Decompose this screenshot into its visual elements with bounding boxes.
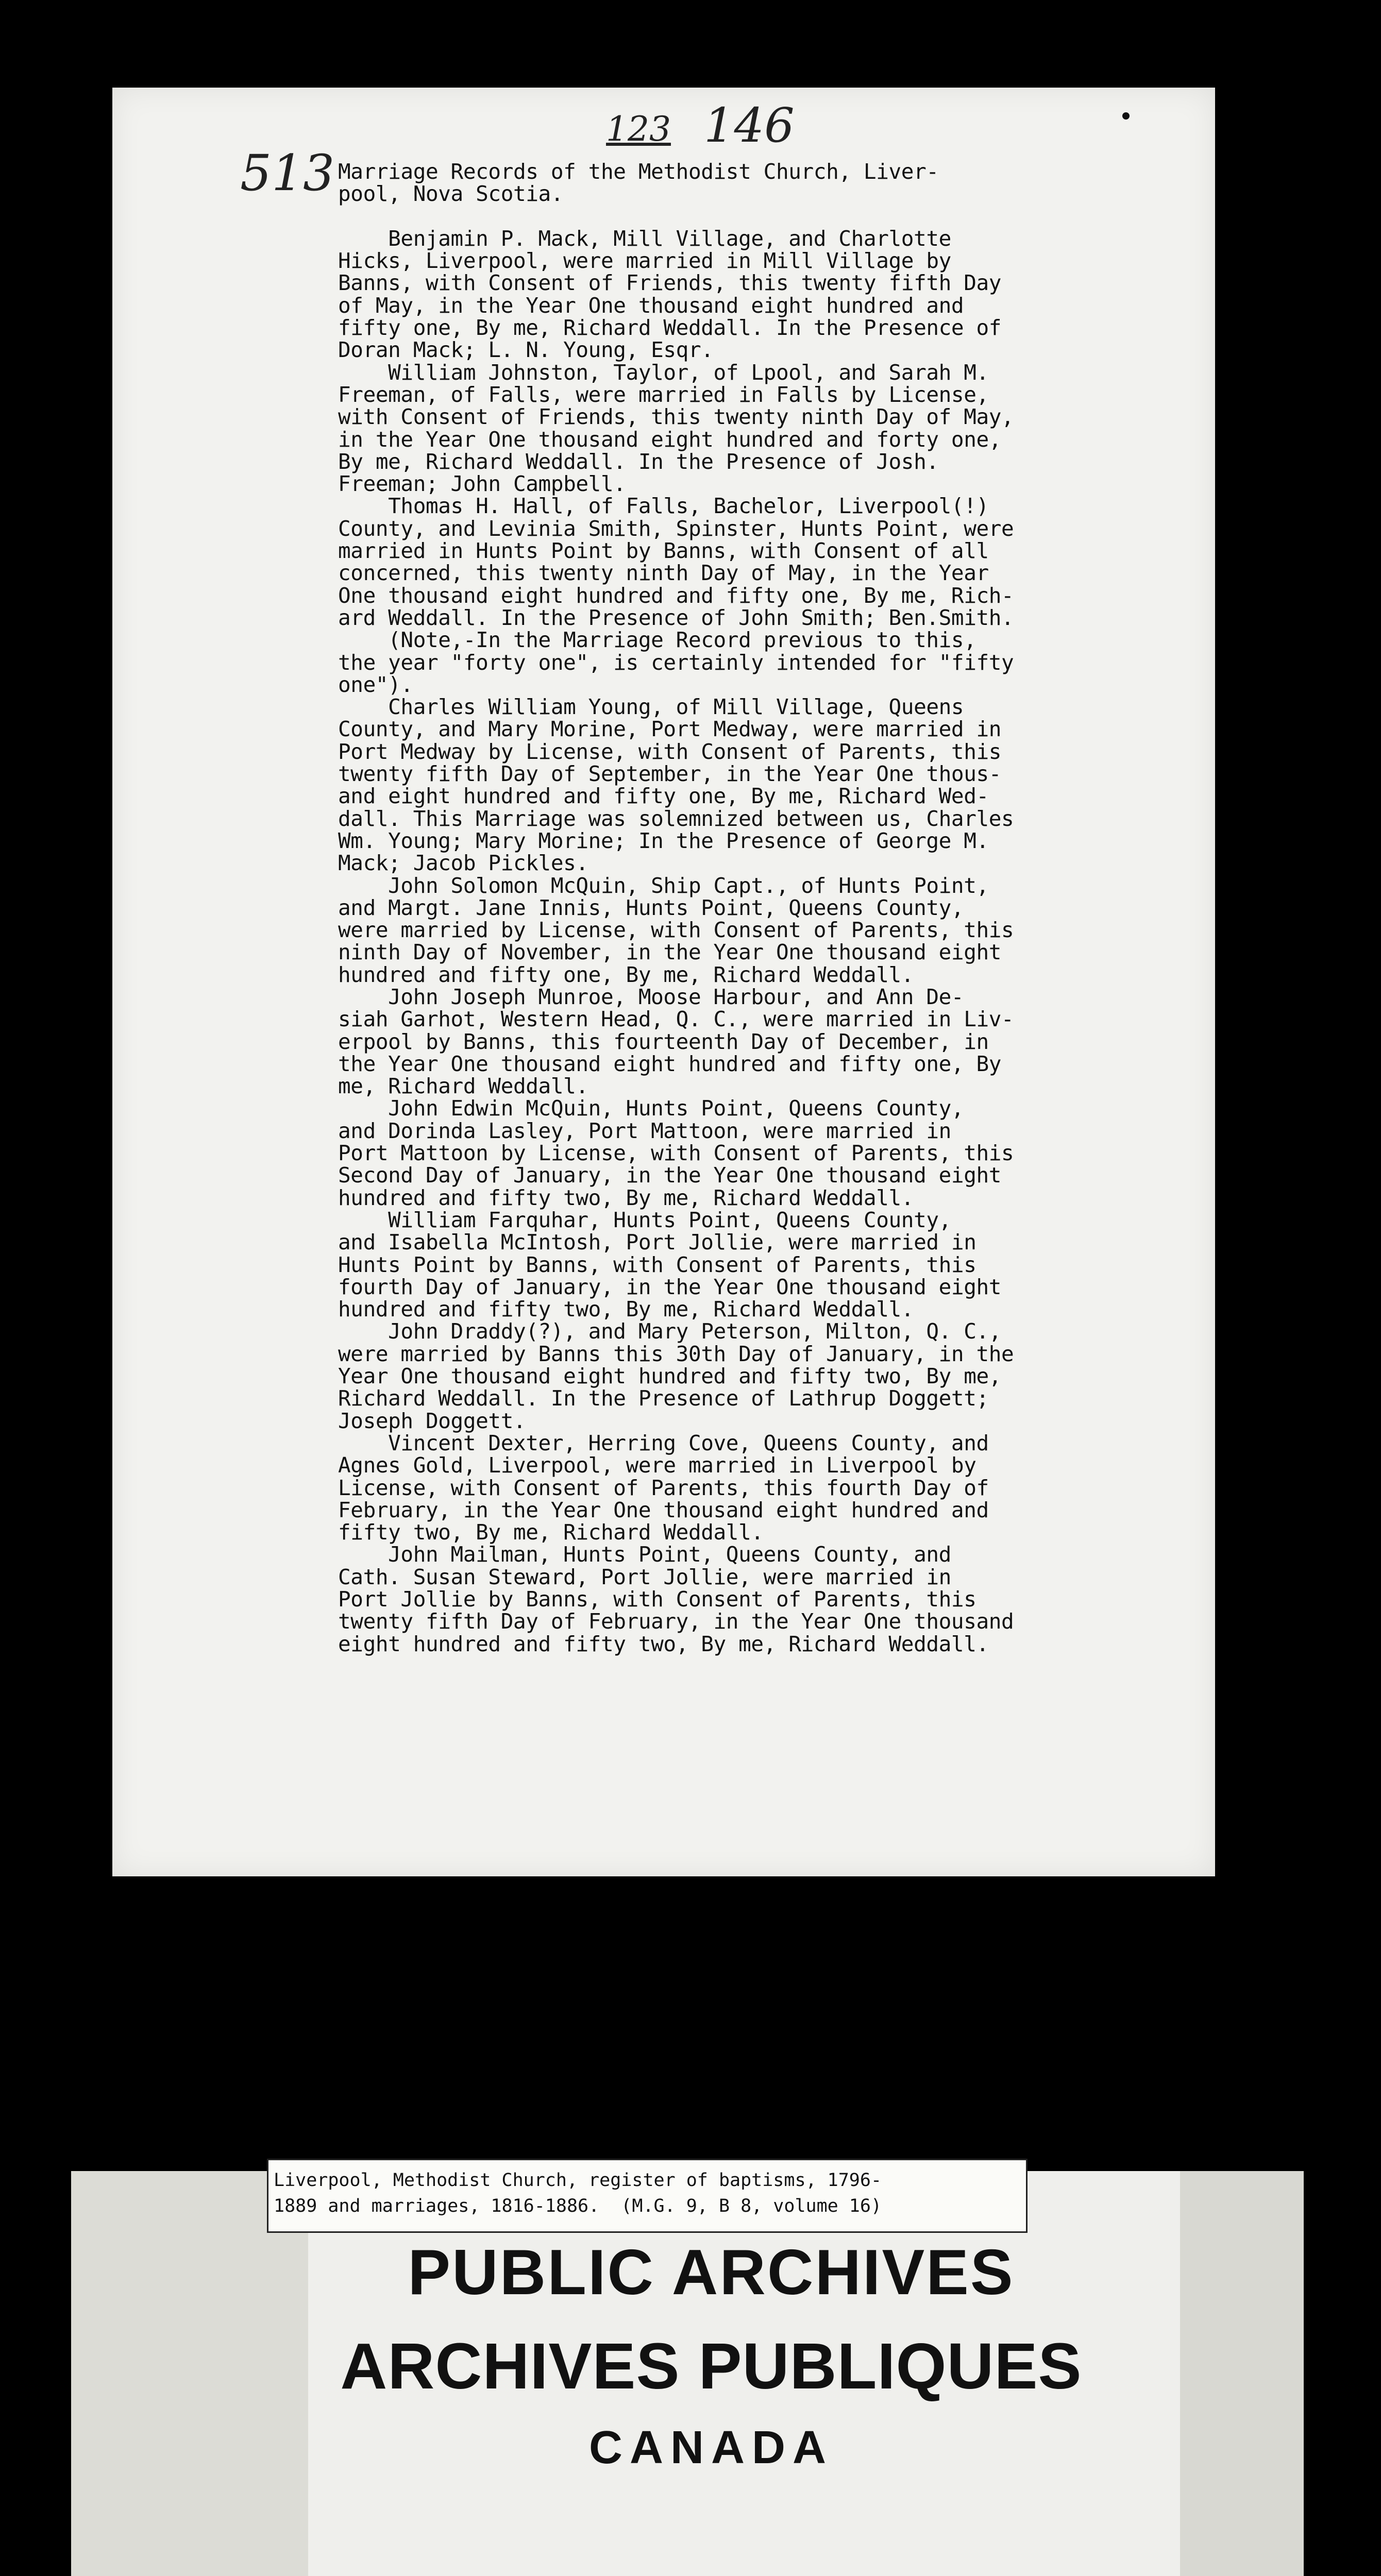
- record-line: Hicks, Liverpool, were married in Mill Village by: [338, 248, 951, 274]
- record-line: the year "forty one", is certainly intended for "fifty: [338, 650, 1014, 675]
- record-line: ard Weddall. In the Presence of John Smith; Ben.Smith.: [338, 605, 1014, 630]
- record-line: John Edwin McQuin, Hunts Point, Queens County,: [338, 1096, 964, 1121]
- record-line: and eight hundred and fifty one, By me, Richard Wed-: [338, 784, 989, 809]
- crossed-number-annotation: 123: [606, 109, 671, 149]
- folio-annotation: 513: [240, 144, 335, 202]
- record-line: Cath. Susan Steward, Port Jollie, were married in: [338, 1564, 951, 1589]
- record-line: married in Hunts Point by Banns, with Consent of all: [338, 538, 989, 564]
- record-line: Freeman; John Campbell.: [338, 471, 626, 497]
- reference-slip: [267, 2159, 1028, 2233]
- record-line: John Draddy(?), and Mary Peterson, Milton, Q. C.,: [338, 1319, 1002, 1344]
- record-line: [338, 206, 1173, 228]
- record-line: hundred and fifty two, By me, Richard Weddall.: [338, 1297, 914, 1322]
- record-line: hundred and fifty two, By me, Richard Weddall.: [338, 1185, 914, 1210]
- record-line: twenty fifth Day of February, in the Year One thousand: [338, 1609, 1014, 1634]
- reference-slip-text: [274, 2167, 1021, 2219]
- record-line: County, and Levinia Smith, Spinster, Hunts Point, were: [338, 516, 1014, 541]
- record-line: County, and Mary Morine, Port Medway, were married in: [338, 717, 1002, 742]
- record-line: Vincent Dexter, Herring Cove, Queens County, and: [338, 1430, 989, 1455]
- record-line: the Year One thousand eight hundred and fifty one, By: [338, 1051, 1002, 1076]
- record-line: William Farquhar, Hunts Point, Queens County,: [338, 1207, 951, 1232]
- record-line: Second Day of January, in the Year One thousand eight: [338, 1163, 1002, 1188]
- record-line: were married by Banns this 30th Day of January, in the: [338, 1341, 1014, 1366]
- record-line: William Johnston, Taylor, of Lpool, and Sarah M.: [338, 360, 989, 385]
- stamp-canada: CANADA: [589, 2422, 833, 2473]
- record-line: siah Garhot, Western Head, Q. C., were married in Liv-: [338, 1007, 1014, 1032]
- record-line: fifty one, By me, Richard Weddall. In the Presence of: [338, 315, 1002, 341]
- record-line: John Mailman, Hunts Point, Queens County, and: [338, 1542, 951, 1567]
- record-line: Port Medway by License, with Consent of Parents, this: [338, 739, 1002, 764]
- punch-dot: [1122, 112, 1130, 120]
- record-line: ninth Day of November, in the Year One thousand eight: [338, 940, 1002, 965]
- record-line: and Isabella McIntosh, Port Jollie, were married in: [338, 1230, 976, 1255]
- record-line: John Joseph Munroe, Moose Harbour, and Ann De-: [338, 984, 964, 1009]
- record-line: Thomas H. Hall, of Falls, Bachelor, Liverpool(!): [338, 494, 989, 519]
- record-line: were married by License, with Consent of Parents, this: [338, 918, 1014, 943]
- record-line: and Dorinda Lasley, Port Mattoon, were married in: [338, 1118, 951, 1143]
- record-line: One thousand eight hundred and fifty one, By me, Rich-: [338, 583, 1014, 608]
- record-line: erpool by Banns, this fourteenth Day of December, in: [338, 1029, 989, 1054]
- record-line: (Note,-In the Marriage Record previous to this,: [338, 628, 976, 653]
- record-line: Charles William Young, of Mill Village, Queens: [338, 694, 964, 720]
- record-line: John Solomon McQuin, Ship Capt., of Hunts Point,: [338, 873, 989, 898]
- record-line: dall. This Marriage was solemnized between us, Charles: [338, 806, 1014, 831]
- record-line: Joseph Doggett.: [338, 1408, 526, 1433]
- slip-line-1: Liverpool, Methodist Church, register of baptisms, 1796-: [274, 2170, 882, 2191]
- record-line: February, in the Year One thousand eight hundred and: [338, 1497, 989, 1522]
- record-line: fourth Day of January, in the Year One thousand eight: [338, 1274, 1002, 1299]
- record-line: in the Year One thousand eight hundred and forty one,: [338, 427, 1002, 452]
- record-line: hundred and fifty one, By me, Richard Weddall.: [338, 962, 914, 987]
- stamp-archives-publiques: ARCHIVES PUBLIQUES: [340, 2330, 1082, 2402]
- record-line: one").: [338, 672, 413, 697]
- record-line: License, with Consent of Parents, this fourth Day of: [338, 1475, 989, 1500]
- stamp-public-archives: PUBLIC ARCHIVES: [408, 2237, 1015, 2308]
- record-line: Agnes Gold, Liverpool, were married in Liverpool by: [338, 1453, 976, 1478]
- record-line: Port Mattoon by License, with Consent of Parents, this: [338, 1141, 1014, 1166]
- record-line: and Margt. Jane Innis, Hunts Point, Queens County,: [338, 895, 964, 920]
- page-number-annotation: 146: [704, 98, 795, 153]
- record-text: [338, 161, 1173, 1655]
- record-line: By me, Richard Weddall. In the Presence of Josh.: [338, 449, 939, 474]
- record-line: Marriage Records of the Methodist Church, Liver-: [338, 159, 939, 184]
- record-line: Richard Weddall. In the Presence of Lathrup Doggett;: [338, 1386, 989, 1411]
- record-line: Hunts Point by Banns, with Consent of Parents, this: [338, 1252, 976, 1277]
- record-line: with Consent of Friends, this twenty ninth Day of May,: [338, 404, 1014, 430]
- record-line: twenty fifth Day of September, in the Year One thous-: [338, 761, 1002, 787]
- record-line: Benjamin P. Mack, Mill Village, and Charlotte: [338, 226, 951, 251]
- record-line: Wm. Young; Mary Morine; In the Presence of George M.: [338, 828, 989, 853]
- record-line: me, Richard Weddall.: [338, 1074, 588, 1099]
- card-right-edge: [1180, 2171, 1304, 2576]
- record-line: fifty two, By me, Richard Weddall.: [338, 1520, 764, 1545]
- document-page: [112, 88, 1215, 1876]
- record-line: Port Jollie by Banns, with Consent of Parents, this: [338, 1587, 976, 1612]
- record-line: Freeman, of Falls, were married in Falls by License,: [338, 382, 989, 407]
- record-line: Banns, with Consent of Friends, this twenty fifth Day: [338, 270, 1002, 296]
- record-line: pool, Nova Scotia.: [338, 181, 564, 207]
- record-line: Doran Mack; L. N. Young, Esqr.: [338, 337, 714, 363]
- slip-line-2: 1889 and marriages, 1816-1886. (M.G. 9, B 8, volume 16): [274, 2196, 882, 2216]
- record-line: concerned, this twenty ninth Day of May, in the Year: [338, 561, 989, 586]
- record-line: Mack; Jacob Pickles.: [338, 851, 588, 876]
- record-line: Year One thousand eight hundred and fifty two, By me,: [338, 1364, 1002, 1389]
- record-line: eight hundred and fifty two, By me, Richard Weddall.: [338, 1631, 989, 1656]
- record-line: of May, in the Year One thousand eight hundred and: [338, 293, 964, 318]
